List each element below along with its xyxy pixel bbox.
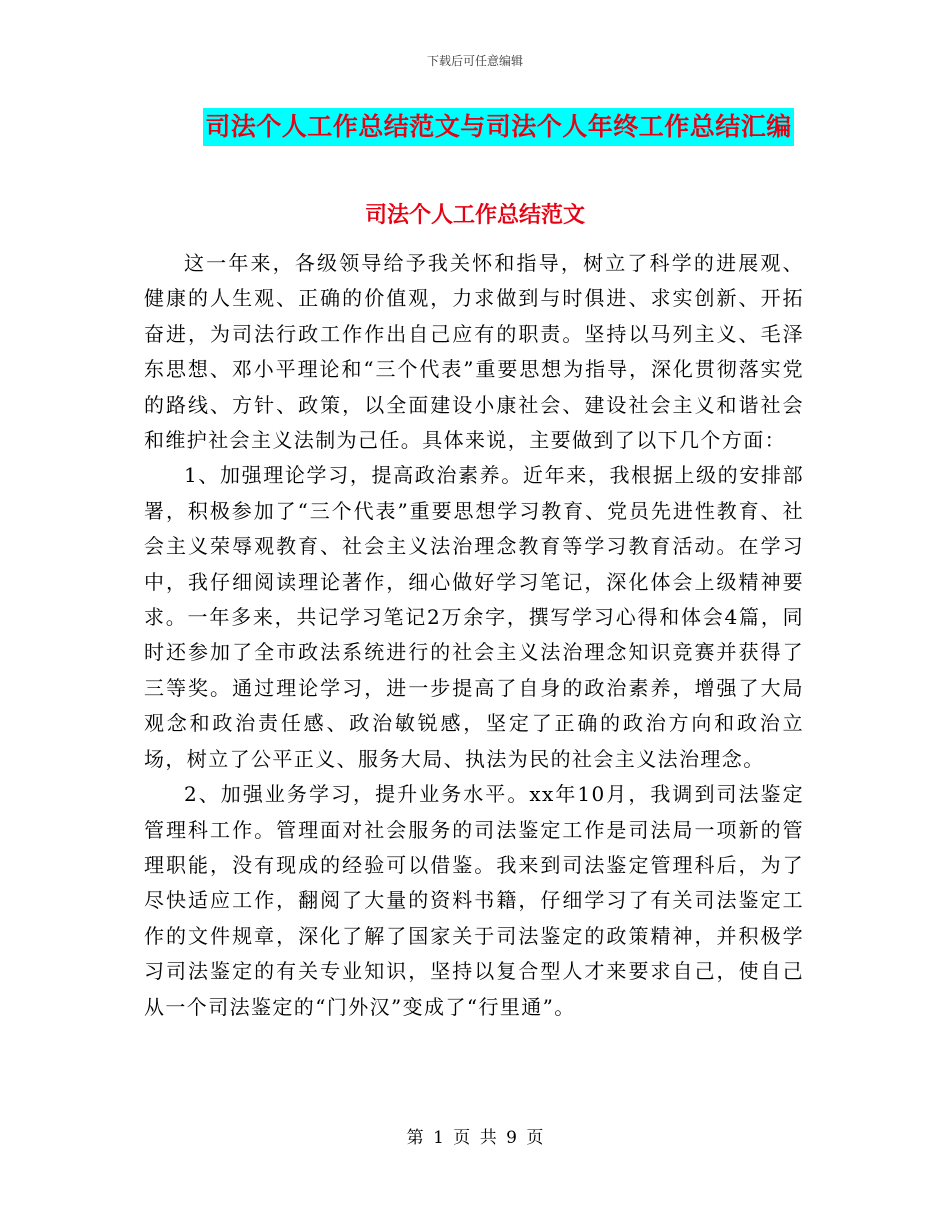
document-body [144, 246, 804, 1025]
page-number-footer: 第 1 页 共 9 页 [406, 1128, 544, 1148]
paragraph-theory-study: 1、加强理论学习，提高政治素养。近年来，我根据上级的安排部署，积极参加了“三个代表”重要思想学习教育、党员先进性教育、社会主义荣辱观教育、社会主义法治理念教育等学习教育活动。在学习中，我仔细阅读理论著作，细心做好学习笔记，深化体会上级精神要求。一年多来，共记学习笔记2万余字，撰写学习心得和体会4篇，同时还参加了全市政法系统进行的社会主义法治理念知识竞赛并获得了三等奖。通过理论学习，进一步提高了自身的政治素养，增强了大局观念和政治责任感、政治敏锐感，坚定了正确的政治方向和政治立场，树立了公平正义、服务大局、执法为民的社会主义法治理念。 [144, 463, 804, 771]
section-title: 司法个人工作总结范文 [364, 203, 585, 228]
paragraph-business-study: 2、加强业务学习，提升业务水平。xx年10月，我调到司法鉴定管理科工作。管理面对社会服务的司法鉴定工作是司法局一项新的管理职能，没有现成的经验可以借鉴。我来到司法鉴定管理科后，为了尽快适应工作，翻阅了大量的资料书籍，仔细学习了有关司法鉴定工作的文件规章，深化了解了国家关于司法鉴定的政策精神，并积极学习司法鉴定的有关专业知识，坚持以复合型人才来要求自己，使自己从一个司法鉴定的“门外汉”变成了“行里通”。 [144, 782, 804, 1019]
document-title-container [0, 108, 950, 146]
header-note: 下载后可任意编辑 [426, 54, 523, 68]
paragraph-intro: 这一年来，各级领导给予我关怀和指导，树立了科学的进展观、健康的人生观、正确的价值观，力求做到与时俱进、求实创新、开拓奋进，为司法行政工作作出自己应有的职责。坚持以马列主义、毛泽东思想、邓小平理论和“三个代表”重要思想为指导，深化贯彻落实党的路线、方针、政策，以全面建设小康社会、建设社会主义和谐社会和维护社会主义法制为己任。具体来说，主要做到了以下几个方面： [144, 251, 804, 453]
document-title: 司法个人工作总结范文与司法个人年终工作总结汇编 [203, 108, 794, 146]
